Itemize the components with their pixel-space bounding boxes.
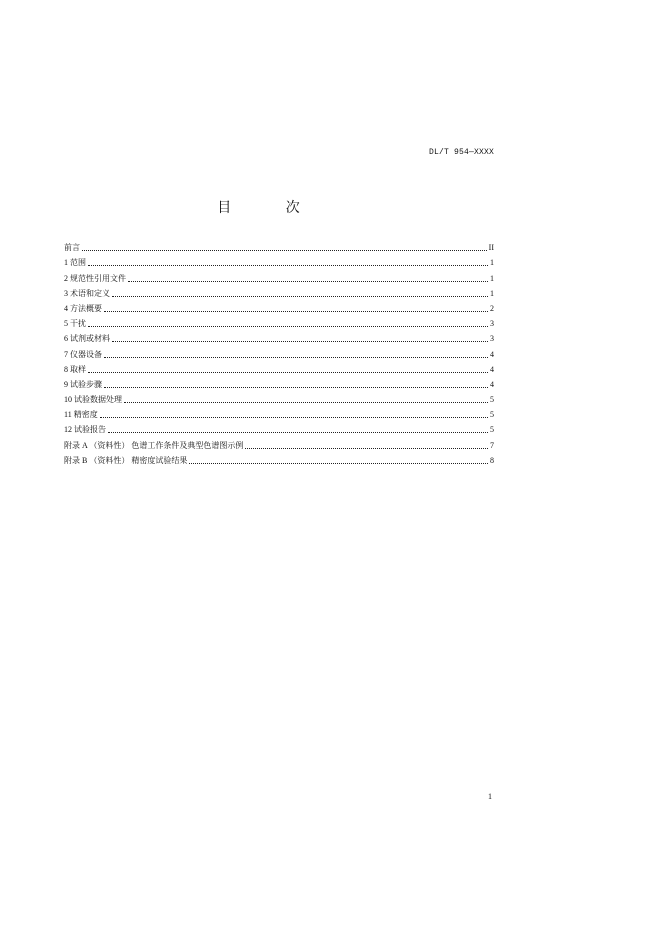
toc-item-label: 2 规范性引用文件 <box>64 273 126 283</box>
toc-item-data-processing[interactable] <box>64 390 494 405</box>
toc-leader-dots <box>112 296 488 297</box>
toc-item-label: 附录 A （资料性） 色谱工作条件及典型色谱图示例 <box>64 440 244 450</box>
toc-item-page: 8 <box>490 455 494 465</box>
toc-item-label: 11 精密度 <box>64 410 98 420</box>
toc-item-sampling[interactable] <box>64 360 494 375</box>
toc-leader-dots <box>112 341 488 342</box>
toc-leader-dots <box>104 387 488 388</box>
toc-item-page: 4 <box>490 379 494 389</box>
toc-item-page: 4 <box>490 364 494 374</box>
toc-item-page: 5 <box>490 395 494 405</box>
page-number: 1 <box>488 792 492 801</box>
table-of-contents <box>64 238 494 466</box>
toc-item-page: II <box>488 243 494 253</box>
toc-item-label: 3 术语和定义 <box>64 288 110 298</box>
toc-leader-dots <box>104 311 488 312</box>
toc-item-label: 附录 B （资料性） 精密度试验结果 <box>64 455 188 465</box>
toc-item-page: 1 <box>490 273 494 283</box>
toc-item-appendix-b[interactable] <box>64 451 494 466</box>
toc-item-label: 8 取样 <box>64 364 86 374</box>
toc-item-reagents-materials[interactable] <box>64 329 494 344</box>
toc-item-label: 10 试验数据处理 <box>64 395 122 405</box>
toc-leader-dots <box>100 417 488 418</box>
toc-item-apparatus[interactable] <box>64 344 494 359</box>
toc-item-label: 5 干扰 <box>64 319 86 329</box>
toc-item-page: 3 <box>490 334 494 344</box>
toc-leader-dots <box>108 432 488 433</box>
toc-item-page: 1 <box>490 258 494 268</box>
toc-item-terms-definitions[interactable] <box>64 284 494 299</box>
toc-item-page: 5 <box>490 425 494 435</box>
toc-leader-dots <box>189 463 488 464</box>
toc-item-label: 6 试剂或材料 <box>64 334 110 344</box>
toc-leader-dots <box>88 265 488 266</box>
toc-item-label: 前言 <box>64 243 80 253</box>
toc-item-test-procedure[interactable] <box>64 375 494 390</box>
toc-item-label: 1 范围 <box>64 258 86 268</box>
toc-item-label: 9 试验步骤 <box>64 379 102 389</box>
toc-item-page: 7 <box>490 440 494 450</box>
toc-item-page: 2 <box>490 303 494 313</box>
toc-item-interference[interactable] <box>64 314 494 329</box>
standard-code: DL/T 954—XXXX <box>428 148 494 157</box>
toc-item-page: 3 <box>490 319 494 329</box>
toc-leader-dots <box>82 250 487 251</box>
toc-item-appendix-a[interactable] <box>64 435 494 450</box>
toc-item-page: 4 <box>490 349 494 359</box>
toc-leader-dots <box>88 372 488 373</box>
toc-item-label: 4 方法概要 <box>64 303 102 313</box>
toc-item-page: 5 <box>490 410 494 420</box>
toc-leader-dots <box>245 448 488 449</box>
toc-item-page: 1 <box>490 288 494 298</box>
toc-item-precision[interactable] <box>64 405 494 420</box>
toc-title: 目 次 <box>217 200 325 216</box>
toc-item-label: 12 试验报告 <box>64 425 106 435</box>
toc-leader-dots <box>124 402 488 403</box>
toc-item-foreword[interactable] <box>64 238 494 253</box>
toc-leader-dots <box>128 281 488 282</box>
toc-item-method-summary[interactable] <box>64 299 494 314</box>
toc-leader-dots <box>88 326 488 327</box>
toc-item-scope[interactable] <box>64 253 494 268</box>
toc-item-normative-references[interactable] <box>64 268 494 283</box>
toc-leader-dots <box>104 357 488 358</box>
toc-item-test-report[interactable] <box>64 420 494 435</box>
toc-item-label: 7 仪器设备 <box>64 349 102 359</box>
